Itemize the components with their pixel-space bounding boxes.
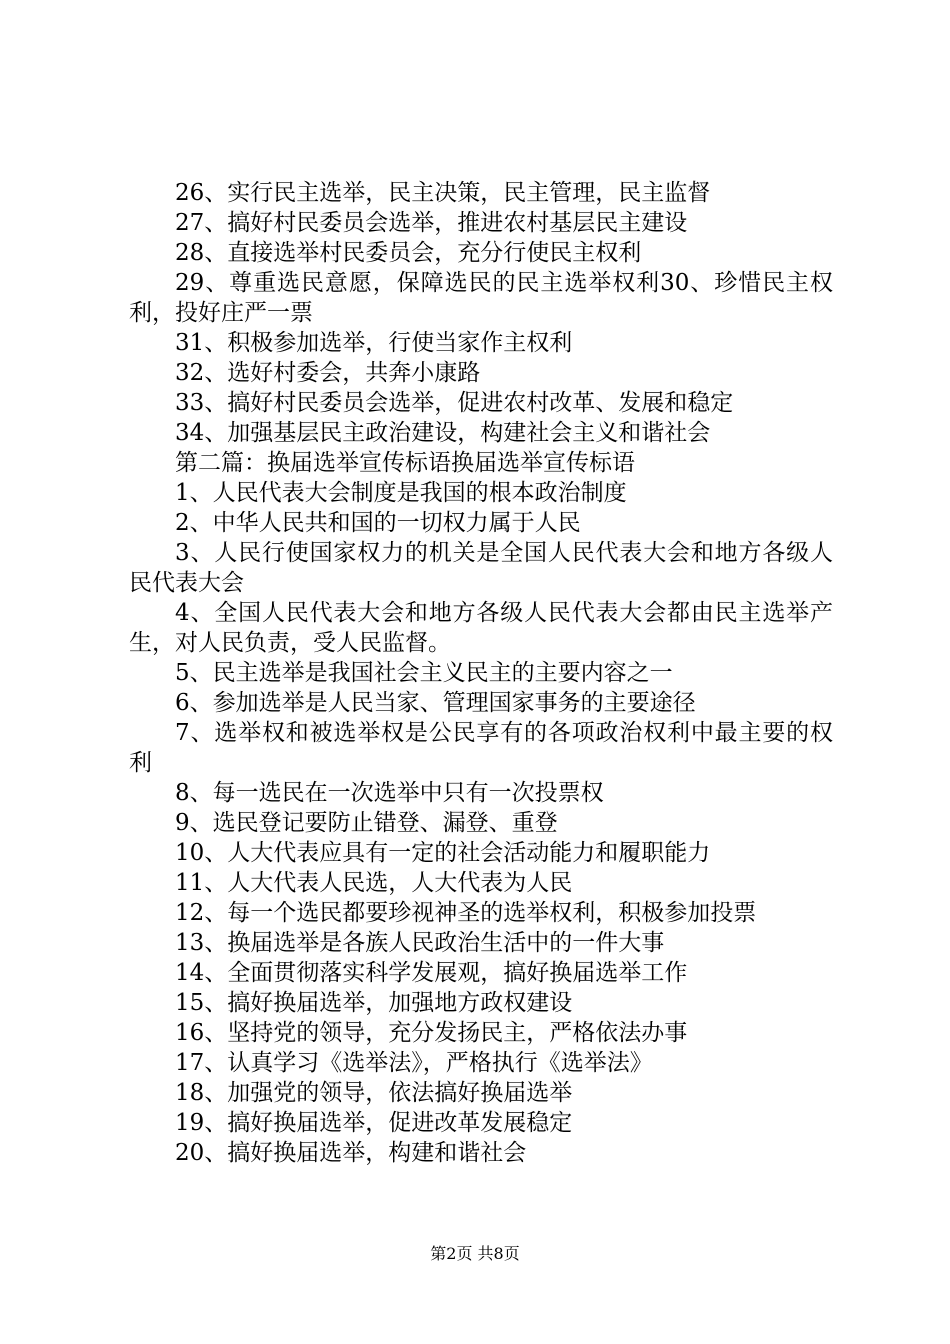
paragraph-16: 16、坚持党的领导，充分发扬民主，严格依法办事 [175,1020,688,1046]
paragraph-1: 1、人民代表大会制度是我国的根本政治制度 [175,480,627,506]
paragraph-28: 28、直接选举村民委员会，充分行使民主权利 [175,240,642,266]
section-heading: 第二篇：换届选举宣传标语换届选举宣传标语 [175,450,635,476]
paragraph-26: 26、实行民主选举，民主决策，民主管理，民主监督 [175,180,711,206]
paragraph-13: 13、换届选举是各族人民政治生活中的一件大事 [175,930,665,956]
paragraph-15: 15、搞好换届选举，加强地方政权建设 [175,990,573,1016]
paragraph-12: 12、每一个选民都要珍视神圣的选举权利，积极参加投票 [175,900,757,926]
paragraph-32: 32、选好村委会，共奔小康路 [175,360,481,386]
paragraph-2: 2、中华人民共和国的一切权力属于人民 [175,510,581,536]
paragraph-17: 17、认真学习《选举法》，严格执行《选举法》 [175,1050,653,1076]
paragraph-7: 7、选举权和被选举权是公民享有的各项政治权利中最主要的权利 [129,720,833,776]
paragraph-5: 5、民主选举是我国社会主义民主的主要内容之一 [175,660,673,686]
paragraph-10: 10、人大代表应具有一定的社会活动能力和履职能力 [175,840,711,866]
paragraph-4: 4、全国人民代表大会和地方各级人民代表大会都由民主选举产生，对人民负责，受人民监督。 [129,600,833,656]
paragraph-18: 18、加强党的领导，依法搞好换届选举 [175,1080,573,1106]
paragraph-8: 8、每一选民在一次选举中只有一次投票权 [175,780,604,806]
paragraph-9: 9、选民登记要防止错登、漏登、重登 [175,810,558,836]
page-footer [0,1244,950,1264]
paragraph-20: 20、搞好换届选举，构建和谐社会 [175,1140,527,1166]
paragraph-29-30: 29、尊重选民意愿，保障选民的民主选举权利30、珍惜民主权利，投好庄严一票 [129,270,833,326]
paragraph-11: 11、人大代表人民选，人大代表为人民 [175,870,573,896]
paragraph-14: 14、全面贯彻落实科学发展观，搞好换届选举工作 [175,960,688,986]
paragraph-6: 6、参加选举是人民当家、管理国家事务的主要途径 [175,690,696,716]
paragraph-19: 19、搞好换届选举，促进改革发展稳定 [175,1110,573,1136]
paragraph-27: 27、搞好村民委员会选举，推进农村基层民主建设 [175,210,688,236]
paragraph-33: 33、搞好村民委员会选举，促进农村改革、发展和稳定 [175,390,734,416]
paragraph-34: 34、加强基层民主政治建设，构建社会主义和谐社会 [175,420,711,446]
paragraph-31: 31、积极参加选举，行使当家作主权利 [175,330,573,356]
page-number-label: 第2页 共8页 [430,1244,520,1263]
document-body [129,178,833,1168]
paragraph-3: 3、人民行使国家权力的机关是全国人民代表大会和地方各级人民代表大会 [129,540,833,596]
